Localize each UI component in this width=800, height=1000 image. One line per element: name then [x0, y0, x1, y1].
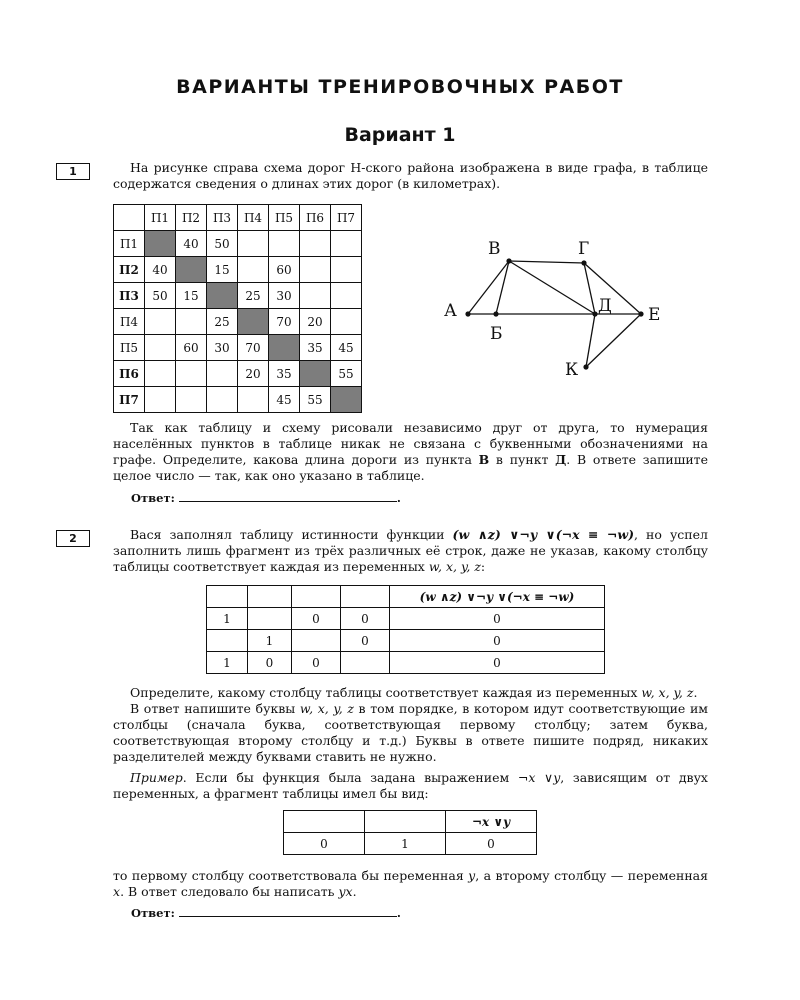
- roads-cell: 20: [238, 361, 269, 387]
- roads-cell: 60: [269, 257, 300, 283]
- roads-header-row: [114, 205, 362, 231]
- task-2-intro: Вася заполнял таблицу истинности функции (w ∧z) ∨¬y ∨(¬x ≡ ¬w), но успел заполнить лишь фрагмент из трёх различных её строк, даже не указав, какому столбцу таблицы соответствует каждая из переменных w, x, y, z:: [113, 527, 708, 574]
- task-2-example: Пример. Если бы функция была задана выражением ¬x ∨y, зависящим от двух переменных, а фрагмент таблицы имел бы вид:: [113, 770, 708, 801]
- node-k: [583, 364, 588, 369]
- roads-row-header: П6: [114, 361, 145, 387]
- roads-cell: [331, 309, 362, 335]
- truth-cell: 0: [390, 652, 605, 674]
- roads-header-cell: П7: [331, 205, 362, 231]
- example-cell: 1: [365, 833, 446, 855]
- truth-header-cell: [248, 586, 292, 608]
- truth-cell: 0: [292, 608, 341, 630]
- roads-cell: 25: [207, 309, 238, 335]
- example-table: [283, 810, 537, 855]
- truth-cell: 0: [292, 652, 341, 674]
- roads-cell: 30: [269, 283, 300, 309]
- roads-row-header: П5: [114, 335, 145, 361]
- roads-cell: [176, 309, 207, 335]
- roads-table: [113, 204, 362, 413]
- label-e: Е: [648, 305, 661, 325]
- example-row: [284, 833, 537, 855]
- truth-cell: 0: [390, 608, 605, 630]
- task-1-answer: Ответ: .: [131, 491, 401, 505]
- truth-header-cell: [341, 586, 390, 608]
- roads-row: [114, 283, 362, 309]
- task-2-answer: Ответ: .: [131, 906, 401, 920]
- roads-cell: [176, 257, 207, 283]
- roads-cell: [331, 257, 362, 283]
- roads-cell: [331, 231, 362, 257]
- truth-cell: [292, 630, 341, 652]
- truth-cell: 0: [248, 652, 292, 674]
- roads-cell: [207, 387, 238, 413]
- example-cell: 0: [284, 833, 365, 855]
- truth-row: [207, 630, 605, 652]
- node-b: [493, 311, 498, 316]
- roads-cell: 30: [207, 335, 238, 361]
- roads-cell: [238, 231, 269, 257]
- truth-row: [207, 652, 605, 674]
- roads-cell: 60: [176, 335, 207, 361]
- roads-cell: [331, 283, 362, 309]
- roads-cell: [238, 387, 269, 413]
- roads-cell: 40: [145, 257, 176, 283]
- roads-cell: 25: [238, 283, 269, 309]
- roads-cell: 50: [207, 231, 238, 257]
- truth-function-header: (w ∧z) ∨¬y ∨(¬x ≡ ¬w): [390, 586, 605, 608]
- roads-cell: 55: [331, 361, 362, 387]
- truth-header-cell: [207, 586, 248, 608]
- example-header-row: [284, 811, 537, 833]
- roads-cell: 55: [300, 387, 331, 413]
- truth-cell: [248, 608, 292, 630]
- roads-cell: 45: [269, 387, 300, 413]
- roads-cell: 40: [176, 231, 207, 257]
- label-v: В: [488, 239, 501, 259]
- roads-cell: [238, 257, 269, 283]
- truth-cell: [341, 652, 390, 674]
- roads-header-cell: П5: [269, 205, 300, 231]
- truth-cell: 1: [207, 608, 248, 630]
- example-cell: 0: [446, 833, 537, 855]
- roads-header-cell: П3: [207, 205, 238, 231]
- roads-cell: [176, 387, 207, 413]
- task-1-intro: На рисунке справа схема дорог Н-ского района изображена в виде графа, в таблице содержатся сведения о длинах этих дорог (в километрах).: [113, 160, 708, 191]
- roads-cell: 35: [269, 361, 300, 387]
- roads-row: [114, 309, 362, 335]
- roads-header-cell: П6: [300, 205, 331, 231]
- task-1-question: Так как таблицу и схему рисовали независимо друг от друга, то нумерация населённых пунктов в таблице никак не связана с буквенными обозначениями на графе. Определите, какова длина дороги из пункта В в пункт Д. В ответе запишите целое число — так, как оно указано в таблице.: [113, 420, 708, 483]
- roads-cell: [145, 387, 176, 413]
- roads-header-cell: П2: [176, 205, 207, 231]
- truth-cell: 1: [207, 652, 248, 674]
- example-header-cell: [365, 811, 446, 833]
- node-g: [581, 260, 586, 265]
- example-header-cell: ¬x ∨y: [446, 811, 537, 833]
- roads-cell: [145, 309, 176, 335]
- node-d: [592, 311, 597, 316]
- roads-cell: [207, 361, 238, 387]
- roads-cell: 45: [331, 335, 362, 361]
- roads-cell: [145, 335, 176, 361]
- edge-v-g: [509, 261, 584, 263]
- roads-cell: 50: [145, 283, 176, 309]
- label-d: Д: [598, 296, 612, 316]
- truth-cell: 0: [341, 608, 390, 630]
- roads-cell: [300, 361, 331, 387]
- roads-row: [114, 387, 362, 413]
- roads-header-cell: [114, 205, 145, 231]
- task-2-determine: Определите, какому столбцу таблицы соответствует каждая из переменных w, x, y, z.: [130, 685, 698, 700]
- page-title: ВАРИАНТЫ ТРЕНИРОВОЧНЫХ РАБОТ: [176, 76, 624, 98]
- label-b: Б: [490, 324, 503, 344]
- roads-cell: [269, 335, 300, 361]
- roads-cell: [300, 231, 331, 257]
- truth-header-cell: [292, 586, 341, 608]
- roads-cell: [300, 257, 331, 283]
- truth-header-row: [207, 586, 605, 608]
- roads-row-header: П1: [114, 231, 145, 257]
- node-v: [506, 258, 511, 263]
- task-1-number: 1: [56, 163, 90, 180]
- truth-row: [207, 608, 605, 630]
- roads-cell: 35: [300, 335, 331, 361]
- road-graph: [430, 225, 680, 385]
- variant-title: Вариант 1: [344, 124, 456, 146]
- truth-table: [206, 585, 605, 674]
- roads-cell: 15: [176, 283, 207, 309]
- task-1-answer-line[interactable]: [179, 490, 397, 502]
- label-k: К: [565, 360, 579, 380]
- task-2-instructions: В ответ напишите буквы w, x, y, z в том порядке, в котором идут соответствующие им столбцы (сначала буква, соответствующая первому столбцу; затем буква, соответствующая второму столбцу и т.д.) Буквы в ответе пишите подряд, никаких разделителей между буквами ставить не нужно.: [113, 701, 709, 764]
- truth-cell: 1: [248, 630, 292, 652]
- label-g: Г: [578, 239, 590, 259]
- roads-row: [114, 335, 362, 361]
- roads-cell: 70: [238, 335, 269, 361]
- truth-cell: 0: [341, 630, 390, 652]
- task-2-answer-line[interactable]: [179, 905, 397, 917]
- roads-cell: 15: [207, 257, 238, 283]
- edge-v-d: [509, 261, 595, 314]
- example-header-cell: [284, 811, 365, 833]
- roads-cell: [269, 231, 300, 257]
- roads-header-cell: П1: [145, 205, 176, 231]
- label-a: А: [444, 301, 457, 321]
- roads-row: [114, 257, 362, 283]
- node-a: [465, 311, 470, 316]
- roads-header-cell: П4: [238, 205, 269, 231]
- roads-row-header: П3: [114, 283, 145, 309]
- roads-cell: [300, 283, 331, 309]
- roads-cell: [176, 361, 207, 387]
- truth-cell: 0: [390, 630, 605, 652]
- edge-g-e: [584, 263, 641, 314]
- task-2-number: 2: [56, 530, 90, 547]
- roads-cell: [145, 231, 176, 257]
- truth-cell: [207, 630, 248, 652]
- node-e: [638, 311, 643, 316]
- roads-row-header: П7: [114, 387, 145, 413]
- roads-row: [114, 231, 362, 257]
- roads-cell: 20: [300, 309, 331, 335]
- task-2-conclusion: то первому столбцу соответствовала бы переменная y, а второму столбцу — переменная x. В ответ следовало бы написать yx.: [113, 868, 708, 899]
- roads-cell: [207, 283, 238, 309]
- roads-cell: [238, 309, 269, 335]
- roads-cell: 70: [269, 309, 300, 335]
- roads-cell: [331, 387, 362, 413]
- roads-row-header: П2: [114, 257, 145, 283]
- roads-row: [114, 361, 362, 387]
- roads-cell: [145, 361, 176, 387]
- roads-row-header: П4: [114, 309, 145, 335]
